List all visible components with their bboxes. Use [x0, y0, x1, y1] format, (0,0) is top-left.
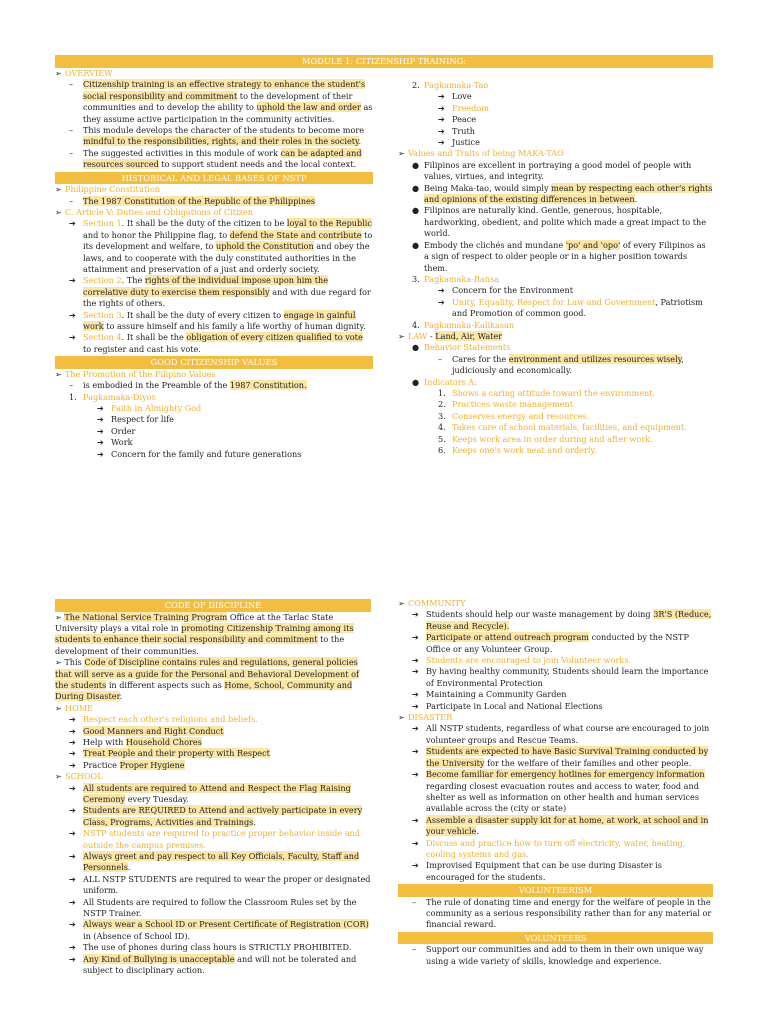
- maka-tao-item: ● Filipinos are naturally kind. Gentle, generous, hospitable, hardworking, obedient, and polite which made a great impact to the world.: [412, 205, 707, 239]
- tao-item: ➔ Justice: [438, 137, 480, 148]
- bansa-heading: 3. Pagkamaka-Bansa: [412, 273, 500, 284]
- home-item: ➔ Good Manners and Right Conduct: [69, 725, 224, 736]
- indicator-item: 5. Keeps work area in order during and after work.: [438, 433, 653, 444]
- community-item: ➔ Students are encouraged to join Volunteer works.: [412, 655, 632, 666]
- overview-item-2: – This module develops the character of the students to become more mindful to the responsibilities, rights, and their roles in the society.: [69, 125, 365, 147]
- disaster-item: ➔ Improvised Equipment that can be use during Disaster is encouraged for the students.: [412, 860, 662, 882]
- school-item: ➔ All students are required to Attend and Respect the Flag Raising Ceremony every Tuesday.: [69, 782, 351, 804]
- school-item: ➔ ALL NSTP STUDENTS are required to wear the proper or designated uniform.: [69, 873, 371, 896]
- disaster-item: ➔ Students are expected to have Basic Survival Training conducted by the University for the welfare of their families and other people.: [412, 746, 709, 768]
- article-v-heading: ➢ C. Article V: Duties and Obligations of Citizen: [55, 206, 253, 217]
- diyos-item: ➔ Faith in Almighty God: [97, 402, 202, 413]
- kalikasan-heading: 4. Pagkamaka-Kalikasan: [412, 319, 515, 330]
- school-item: ➔ Students are REQUIRED to Attend and actively participate in every Class, Programs, Activities and Trainings.: [69, 805, 363, 827]
- disaster-heading: ➢ DISASTER: [398, 712, 453, 723]
- code-of-discipline-bar: CODE OF DISCIPLINE: [55, 599, 371, 612]
- diyos-item: ➔ Order: [97, 425, 136, 436]
- volunteers-text: – Support our communities and add to them in their own unique way using a wide variety of skills, knowledge and experience.: [412, 944, 704, 966]
- school-heading: ➢ SCHOOL: [55, 771, 103, 782]
- volunteerism-bar: VOLUNTEERISM: [398, 884, 713, 897]
- bansa-item: ➔ Unity, Equality, Respect for Law and Government, Patriotism and Promotion of common good.: [438, 296, 703, 319]
- maka-tao-item: ● Being Maka-tao, would simply mean by respecting each other's rights and opinions of the existing differences in between.: [412, 182, 713, 205]
- cares-item: – Cares for the environment and utilizes resources wisely, judiciously and economically.: [438, 353, 684, 376]
- community-item: ➔ Students should help our waste management by doing 3R'S (Reduce, Reuse and Recycle).: [412, 609, 712, 631]
- home-item: ➔ Help with Household Chores: [69, 736, 202, 747]
- school-item: ➔ Always greet and pay respect to all Key Officials, Faculty, Staff and Personnels.: [69, 851, 360, 873]
- school-item: ➔ The use of phones during class hours is STRICTLY PROHIBITED.: [69, 942, 352, 953]
- tao-item: ➔ Love: [438, 91, 472, 102]
- behavior-heading: ● Behavior Statements: [412, 342, 511, 353]
- diyos-item: ➔ Work: [97, 437, 133, 448]
- indicator-item: 1. Shows a caring attitude toward the environment.: [438, 387, 656, 398]
- historical-bases-bar: HISTORICAL AND LEGAL BASES OF NSTP: [55, 172, 373, 185]
- maka-tao-item: ● Filipinos are excellent in portraying a good model of people with values, virtues, and integrity.: [412, 159, 692, 182]
- good-citizenship-bar: GOOD CITIZENSHIP VALUES: [55, 356, 373, 369]
- indicator-item: 2. Practices waste management: [438, 399, 573, 410]
- school-item: ➔ Always wear a School ID or Present Certificate of Registration (COR) in (Absence of School ID).: [69, 919, 369, 941]
- values-traits-heading: ➢ Values and Traits of being MAKA-TAO: [398, 148, 564, 159]
- section-1-item: ➔ Section 1. It shall be the duty of the citizen to be loyal to the Republic and to honor the Philippine flag, to defend the State and contribute to its development and welfare, to uphold the Constitution and obey the laws, and to cooperate with the duly constituted authorities in the attainment and preservation of a just and orderly society.: [69, 218, 373, 274]
- school-item: ➔ Any Kind of Bullying is unacceptable and will not be tolerated and subject to disciplinary action.: [69, 953, 357, 976]
- maka-tao-item: ● Embody the clichés and mundane 'po' and 'opo' of every Filipinos as a sign of respect to older people or in a higher position towards them.: [412, 239, 706, 273]
- code-paragraph: ➢ This Code of Discipline contains rules and regulations, general policies that will serve as a guide for the Personal and Behavioral Development of the students in different aspects such as Home, School, Community and During Disaster.: [55, 657, 359, 702]
- overview-item-3: – The suggested activities in this module of work can be adapted and resources sourced to support student needs and the local context.: [69, 147, 362, 170]
- overview-heading: ➢ OVERVIEW: [55, 68, 113, 78]
- volunteers-bar: VOLUNTEERS: [398, 932, 713, 945]
- diyos-heading: 1. Pagkamaka-Diyos: [69, 391, 156, 402]
- page2-right-column: [398, 598, 713, 967]
- diyos-item: ➔ Concern for the family and future generations: [97, 448, 302, 459]
- disaster-item: ➔ Discuss and practice how to turn off electricity, water, heating, cooling systems and gas.: [412, 837, 686, 859]
- law-heading: ➢ LAW - Land, Air, Water: [398, 330, 503, 341]
- section-3-item: ➔ Section 3. It shall be the duty of every citizen to engage in gainful work to assure himself and his family a life worthy of human dignity.: [69, 309, 366, 332]
- embodied-item: – is embodied in the Preamble of the 1987 Constitution.: [69, 380, 307, 391]
- tao-item: ➔ Peace: [438, 114, 477, 125]
- home-item: ➔ Treat People and their property with Respect: [69, 748, 270, 759]
- module-title-bar: MODULE 1: CITIZENSHIP TRAINING:: [55, 55, 713, 68]
- section-2-item: ➔ Section 2. The rights of the individual impose upon him the correlative duty to exercise them responsibly and with due regard for the rights of others.: [69, 275, 371, 309]
- home-heading: ➢ HOME: [55, 702, 93, 713]
- volunteerism-text: – The rule of donating time and energy for the welfare of people in the community as a serious responsibility rather than for any material or financial reward.: [412, 896, 712, 930]
- community-item: ➔ Maintaining a Community Garden: [412, 689, 567, 700]
- tao-heading: 2. Pagkamaka-Tao: [412, 80, 489, 90]
- indicator-item: 6. Keeps one's work neat and orderly.: [438, 445, 597, 455]
- home-item: ➔ Respect each other's religions and beliefs.: [69, 714, 258, 725]
- community-item: ➔ By having healthy community, Students should learn the importance of Environmental Protection: [412, 666, 709, 688]
- community-item: ➔ Participate in Local and National Elections: [412, 700, 603, 711]
- community-item: ➔ Participate or attend outreach program conducted by the NSTP Office or any Volunteer Group.: [412, 632, 689, 654]
- disaster-item: ➔ Assemble a disaster supply kit for at home, at work, at school and in your vehicle.: [412, 814, 709, 837]
- disaster-item: ➔ Become familiar for emergency hotlines for emergency information regarding closest evacuation routes and access to water, food and shelter as well as information on other health and human services available across the (city or state): [412, 769, 705, 814]
- diyos-item: ➔ Respect for life: [97, 414, 174, 425]
- overview-item-1: – Citizenship training is an effective strategy to enhance the student's social responsibility and commitment to the development of their communities and to develop the ability to uphold the law and order as they assume active participation in the community activities.: [69, 79, 373, 124]
- section-4-item: ➔ Section 4. It shall be the obligation of every citizen qualified to vote to register and cast his vote.: [69, 332, 363, 354]
- constitution-1987-item: – The 1987 Constitution of the Republic of the Philippines: [69, 195, 316, 206]
- page2-left-column: [55, 599, 371, 977]
- tao-item: ➔ Truth: [438, 125, 476, 136]
- indicator-item: 3. Conserves energy and resources.: [438, 410, 590, 421]
- nstp-paragraph: ➢ The National Service Training Program Office at the Tarlac State University plays a vital role in promoting Citizenship Training among its students to enhance their social responsibility and commitment to the development of their communities.: [55, 611, 354, 656]
- page1-right-column: [398, 80, 713, 456]
- philippine-constitution-heading: ➢ Philippine Constitution: [55, 184, 160, 195]
- school-item: ➔ All Students are required to follow the Classroom Rules set by the NSTP Trainer.: [69, 896, 357, 919]
- indicators-heading: ● Indicators A:: [412, 376, 478, 387]
- promotion-heading: ➢ The Promotion of the Filipino Values: [55, 368, 216, 379]
- bansa-item: ➔ Concern for the Environment: [438, 285, 574, 296]
- indicator-item: 4. Takes care of school materials, facilities, and equipment.: [438, 422, 687, 433]
- home-item: ➔ Practice Proper Hygiene: [69, 759, 185, 770]
- tao-item: ➔ Freedom: [438, 102, 489, 113]
- disaster-item: ➔ All NSTP students, regardless of what course are encouraged to join volunteer groups and Rescue Teams.: [412, 723, 710, 745]
- school-item: ➔ NSTP students are required to practice proper behavior inside and outside the campus premises.: [69, 828, 360, 850]
- page1-left-column: [55, 68, 373, 460]
- community-heading: ➢ COMMUNITY: [398, 598, 466, 608]
